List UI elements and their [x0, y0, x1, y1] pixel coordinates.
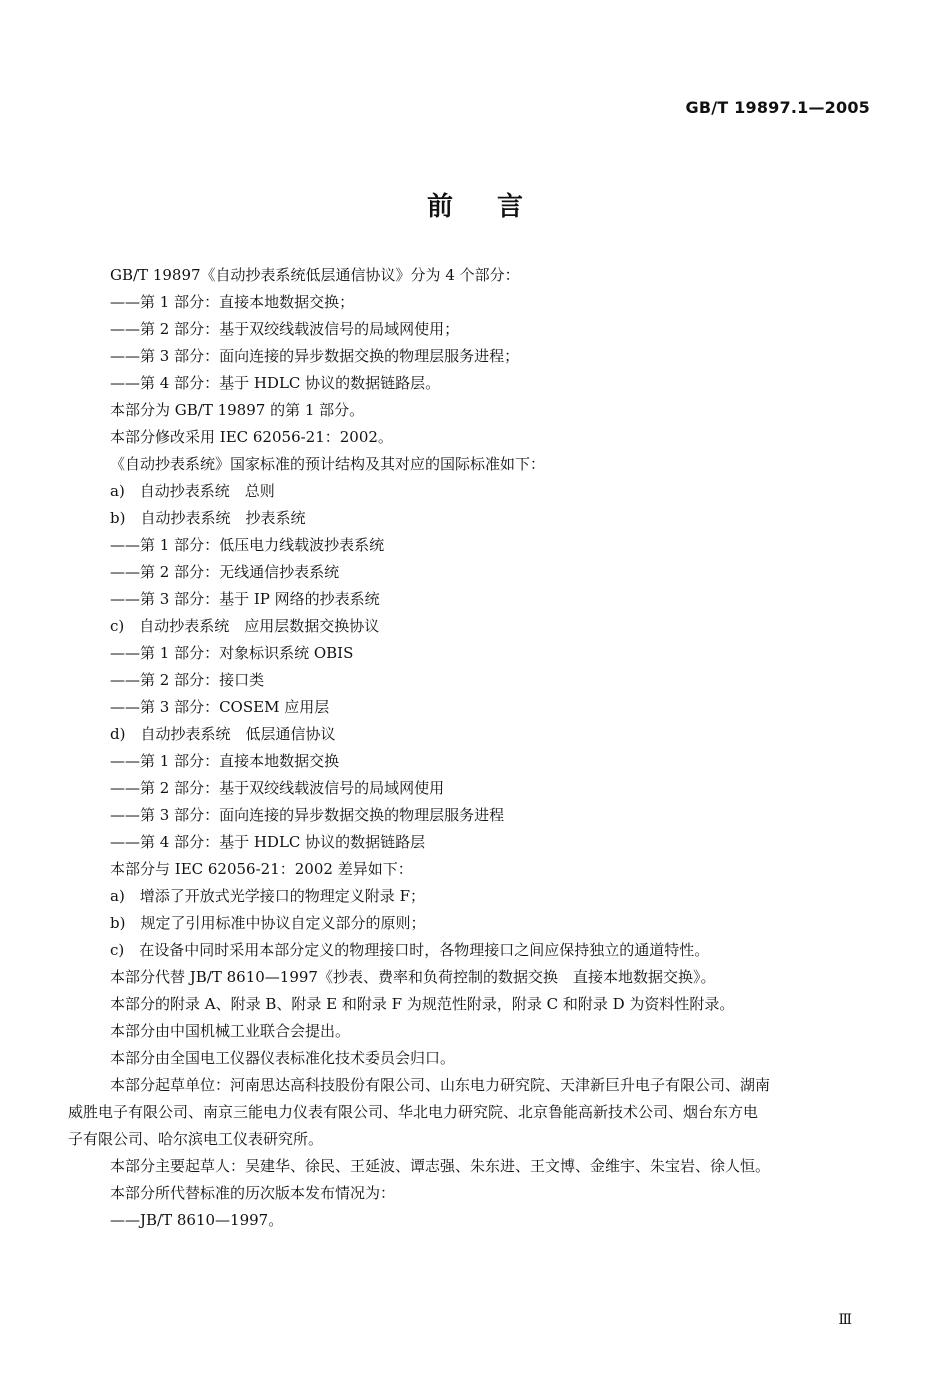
text-line: ——第 3 部分：COSEM 应用层	[110, 698, 330, 716]
page-number: Ⅲ	[838, 1312, 852, 1328]
page-title: 前言	[426, 192, 567, 222]
text-line: 本部分所代替标准的历次版本发布情况为：	[110, 1184, 396, 1202]
text-line: 本部分由中国机械工业联合会提出。	[110, 1022, 351, 1040]
standard-number: GB/T 19897.1—2005	[685, 98, 870, 117]
text-line: 本部分为 GB/T 19897 的第 1 部分。	[110, 401, 365, 419]
drafting-units-paragraph	[68, 1072, 860, 1153]
text-line: 本部分的附录 A、附录 B、附录 E 和附录 F 为规范性附录，附录 C 和附录 D 为资料性附录。	[110, 995, 735, 1013]
text-line: ——第 2 部分：基于双绞线载波信号的局域网使用；	[110, 320, 460, 338]
text-line: ——第 3 部分：面向连接的异步数据交换的物理层服务进程	[110, 806, 505, 824]
text-line: ——第 3 部分：面向连接的异步数据交换的物理层服务进程；	[110, 347, 520, 365]
foreword-body	[68, 262, 870, 1234]
text-line: 子有限公司、哈尔滨电工仪表研究所。	[68, 1130, 324, 1148]
text-line: ——第 1 部分：直接本地数据交换；	[110, 293, 355, 311]
text-line: 本部分由全国电工仪器仪表标准化技术委员会归口。	[110, 1049, 456, 1067]
text-line: ——第 1 部分：低压电力线载波抄表系统	[110, 536, 385, 554]
text-line: c) 自动抄表系统 应用层数据交换协议	[110, 617, 380, 635]
text-line: ——第 4 部分：基于 HDLC 协议的数据链路层。	[110, 374, 441, 392]
text-line: 本部分修改采用 IEC 62056-21：2002。	[110, 428, 393, 446]
text-line: ——第 2 部分：无线通信抄表系统	[110, 563, 340, 581]
text-line: ——第 1 部分：直接本地数据交换	[110, 752, 340, 770]
text-line: b) 自动抄表系统 抄表系统	[110, 509, 306, 527]
text-line: 本部分起草单位：河南思达高科技股份有限公司、山东电力研究院、天津新巨升电子有限公司、湖南	[110, 1076, 771, 1094]
text-line: d) 自动抄表系统 低层通信协议	[110, 725, 336, 743]
text-line: c) 在设备中同时采用本部分定义的物理接口时，各物理接口之间应保持独立的通道特性。	[110, 941, 710, 959]
text-line: ——第 2 部分：接口类	[110, 671, 265, 689]
text-line: ——第 3 部分：基于 IP 网络的抄表系统	[110, 590, 380, 608]
text-line: 威胜电子有限公司、南京三能电力仪表有限公司、华北电力研究院、北京鲁能高新技术公司、烟台东方电	[68, 1103, 759, 1121]
text-line: ——第 2 部分：基于双绞线载波信号的局域网使用	[110, 779, 445, 797]
text-line: 本部分与 IEC 62056-21：2002 差异如下：	[110, 860, 413, 878]
text-line: ——第 1 部分：对象标识系统 OBIS	[110, 644, 354, 662]
text-line: a) 自动抄表系统 总则	[110, 482, 275, 500]
text-line: GB/T 19897《自动抄表系统低层通信协议》分为 4 个部分：	[110, 266, 520, 284]
text-line: 本部分代替 JB/T 8610—1997《抄表、费率和负荷控制的数据交换 直接本地数据交换》。	[110, 968, 716, 986]
text-line: ——第 4 部分：基于 HDLC 协议的数据链路层	[110, 833, 426, 851]
text-line: 本部分主要起草人：吴建华、徐民、王延波、谭志强、朱东进、王文博、金维宇、朱宝岩、徐人恒。	[110, 1157, 771, 1175]
text-line: a) 增添了开放式光学接口的物理定义附录 F；	[110, 887, 425, 905]
text-line: ——JB/T 8610—1997。	[110, 1211, 284, 1229]
text-line: b) 规定了引用标准中协议自定义部分的原则；	[110, 914, 426, 932]
text-line: 《自动抄表系统》国家标准的预计结构及其对应的国际标准如下：	[110, 455, 546, 473]
